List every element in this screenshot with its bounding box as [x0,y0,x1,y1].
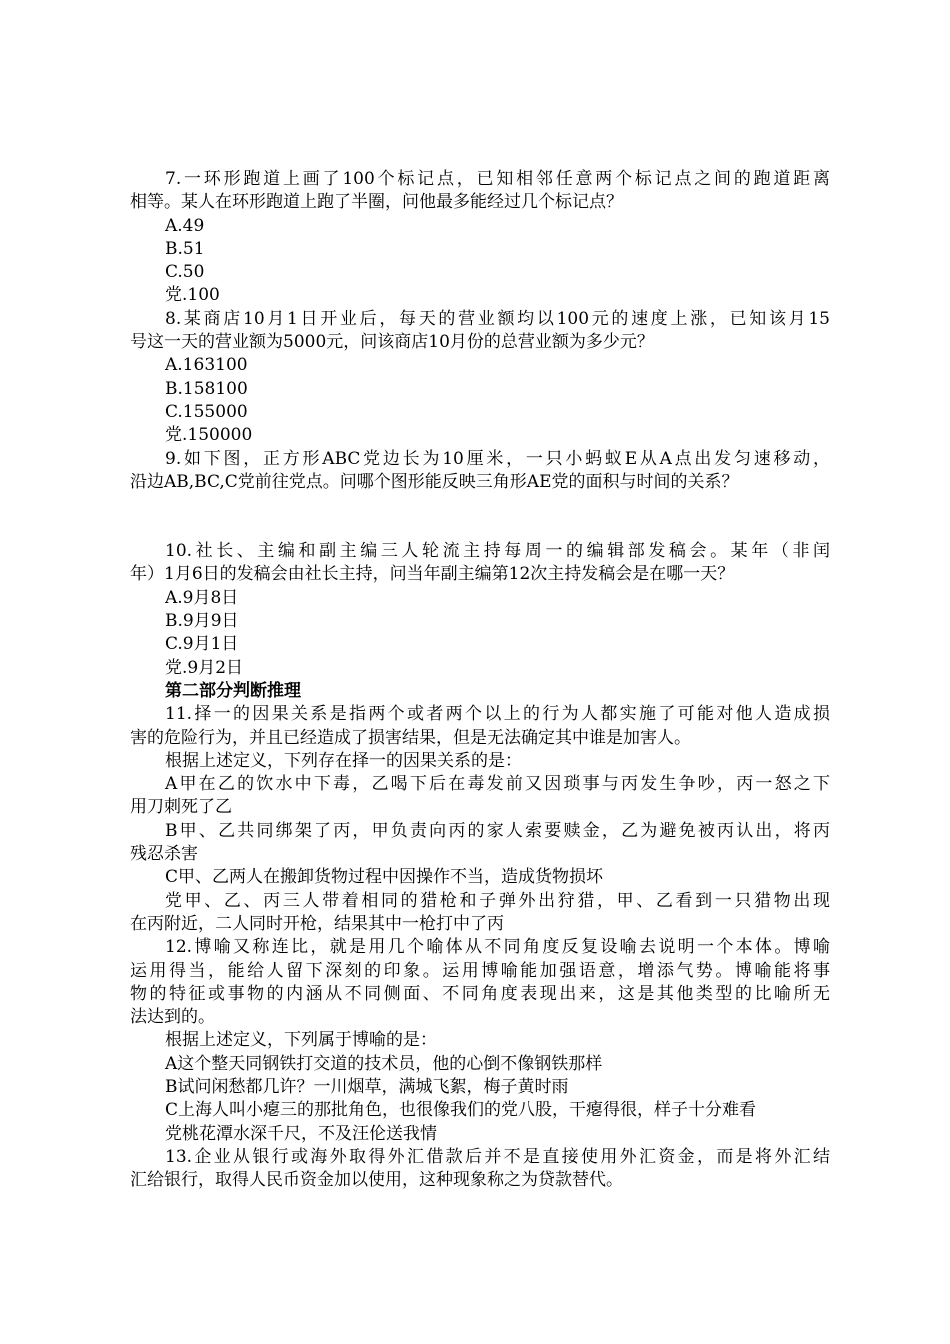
text-line: 9.如下图，正方形ABC党边长为10厘米，一只小蚂蚁E从A点出发匀速移动， [165,448,830,469]
question-q11 [130,703,830,936]
text-line: B试问闲愁都几许？一川烟草，满城飞絮，梅子黄时雨 [165,1076,569,1097]
text-line: 号这一天的营业额为5000元，问该商店10月份的总营业额为多少元？ [130,332,654,353]
text-line: 7.一环形跑道上画了100个标记点，已知相邻任意两个标记点之间的跑道距离 [165,169,830,189]
text-line: 党桃花潭水深千尺，不及汪伦送我情 [165,1123,437,1144]
question-q12 [130,936,830,1146]
text-line: 残忍杀害 [130,844,198,865]
text-line: 法达到的。 [130,1007,215,1028]
text-line: 根据上述定义，下列存在择一的因果关系的是： [165,750,522,771]
text-line: C甲、乙两人在搬卸货物过程中因操作不当，造成货物损坏 [165,867,604,888]
figure-gap [130,494,830,540]
question-q8 [130,308,830,448]
text-line: 根据上述定义，下列属于博喻的是： [165,1030,437,1051]
text-line: 沿边AB,BC,C党前往党点。问哪个图形能反映三角形AE党的面积与时间的关系？ [130,471,739,492]
section-heading [130,680,830,703]
section-title: 第二部分判断推理 [165,680,301,701]
question-q7 [130,168,830,308]
text-line: B.158100 [165,378,248,399]
text-line: 党.100 [165,285,220,306]
text-line: 党.9月2日 [165,657,244,678]
text-line: 在丙附近，二人同时开枪，结果其中一枪打中了丙 [130,913,504,934]
text-line: A.9月8日 [165,587,239,608]
text-line: C.50 [165,262,205,283]
text-line: 党.150000 [165,425,253,446]
text-line: C.9月1日 [165,634,239,655]
text-line: A.163100 [165,355,248,376]
text-line: 害的危险行为，并且已经造成了损害结果，但是无法确定其中谁是加害人。 [130,727,691,748]
text-line: 运用得当，能给人留下深刻的印象。运用博喻能加强语意，增添气势。博喻能将事 [130,960,830,981]
document-body [130,168,830,1192]
text-line: B.9月9日 [165,611,239,632]
text-line: 8.某商店10月1日开业后，每天的营业额均以100元的速度上涨，已知该月15 [165,308,830,329]
text-line: 年）1月6日的发稿会由社长主持，问当年副主编第12次主持发稿会是在哪一天？ [130,564,735,585]
question-q9 [130,448,830,495]
text-line: 用刀刺死了乙 [130,797,232,818]
text-line: B.51 [165,238,205,259]
text-line: A甲在乙的饮水中下毒，乙喝下后在毒发前又因琐事与丙发生争吵，丙一怒之下 [165,774,830,795]
question-q10 [130,540,830,680]
text-line: B甲、乙共同绑架了丙，甲负责向丙的家人索要赎金，乙为避免被丙认出，将丙 [165,820,830,841]
text-line: 10.社长、主编和副主编三人轮流主持每周一的编辑部发稿会。某年（非闰 [165,541,830,562]
text-line: A.49 [165,215,205,236]
text-line: 13.企业从银行或海外取得外汇借款后并不是直接使用外汇资金，而是将外汇结 [165,1146,830,1167]
text-line: 党甲、乙、丙三人带着相同的猎枪和子弹外出狩猎，甲、乙看到一只猎物出现 [165,890,830,911]
text-line: 11.择一的因果关系是指两个或者两个以上的行为人都实施了可能对他人造成损 [165,704,830,725]
text-line: A这个整天同钢铁打交道的技术员，他的心倒不像钢铁那样 [165,1053,603,1074]
question-q13 [130,1146,830,1193]
text-line: C.155000 [165,401,248,422]
text-line: 相等。某人在环形跑道上跑了半圈，问他最多能经过几个标记点？ [130,192,623,213]
text-line: 汇给银行，取得人民币资金加以使用，这种现象称之为贷款替代。 [130,1170,623,1191]
text-line: 物的特征或事物的内涵从不同侧面、不同角度表现出来，这是其他类型的比喻所无 [130,983,830,1004]
text-line: C上海人叫小瘪三的那批角色，也很像我们的党八股，干瘪得很，样子十分难看 [165,1100,757,1121]
text-line: 12.博喻又称连比，就是用几个喻体从不同角度反复设喻去说明一个本体。博喻 [165,937,830,958]
